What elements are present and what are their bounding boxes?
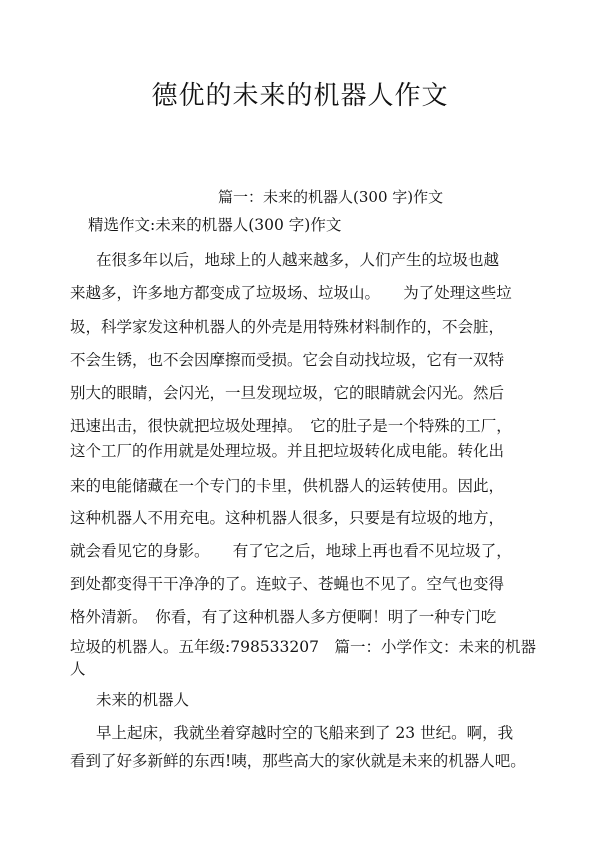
document-title: 德优的未来的机器人作文 (151, 81, 449, 111)
text-line: 别大的眼睛，会闪光，一旦发现垃圾，它的眼睛就会闪光。然后 (70, 384, 505, 402)
text-line: 到处都变得干干净净的了。连蚊子、苍蝇也不见了。空气也变得 (70, 575, 505, 593)
text-line: 迅速出击，很快就把垃圾处理掉。 它的肚子是一个特殊的工厂， (70, 417, 512, 435)
text-line: 就会看见它的身影。 有了它之后，地球上再也看不见垃圾了， (70, 542, 512, 560)
text-line: 不会生锈，也不会因摩擦而受损。它会自动找垃圾，它有一双特 (70, 351, 505, 369)
text-line: 格外清新。 你看，有了这种机器人多方便啊！明了一种专门吃 (70, 608, 497, 626)
text-line: 看到了好多新鲜的东西!咦，那些高大的家伙就是未来的机器人吧。 (70, 752, 526, 770)
section-heading: 篇一：未来的机器人(300 字)作文 (218, 188, 444, 206)
text-line: 精选作文:未来的机器人(300 字)作文 (88, 216, 342, 234)
text-line: 人 (70, 660, 86, 678)
text-line: 这种机器人不用充电。这种机器人很多，只要是有垃圾的地方， (70, 509, 505, 527)
text-line: 来的电能储藏在一个专门的卡里，供机器人的运转使用。因此， (70, 477, 505, 495)
text-line: 垃圾的机器人。五年级:798533207 篇一：小学作文：未来的机器 (70, 638, 536, 656)
text-line: 来越多，许多地方都变成了垃圾场、垃圾山。 为了处理这些垃 (70, 284, 512, 302)
text-line: 在很多年以后，地球上的人越来越多，人们产生的垃圾也越 (96, 251, 500, 269)
text-line: 圾，科学家发这种机器人的外壳是用特殊材料制作的，不会脏， (70, 318, 505, 336)
text-line: 早上起床，我就坐着穿越时空的飞船来到了 23 世纪。啊，我 (96, 724, 514, 742)
text-line: 未来的机器人 (96, 691, 190, 709)
text-line: 这个工厂的作用就是处理垃圾。并且把垃圾转化成电能。转化出 (70, 442, 505, 460)
